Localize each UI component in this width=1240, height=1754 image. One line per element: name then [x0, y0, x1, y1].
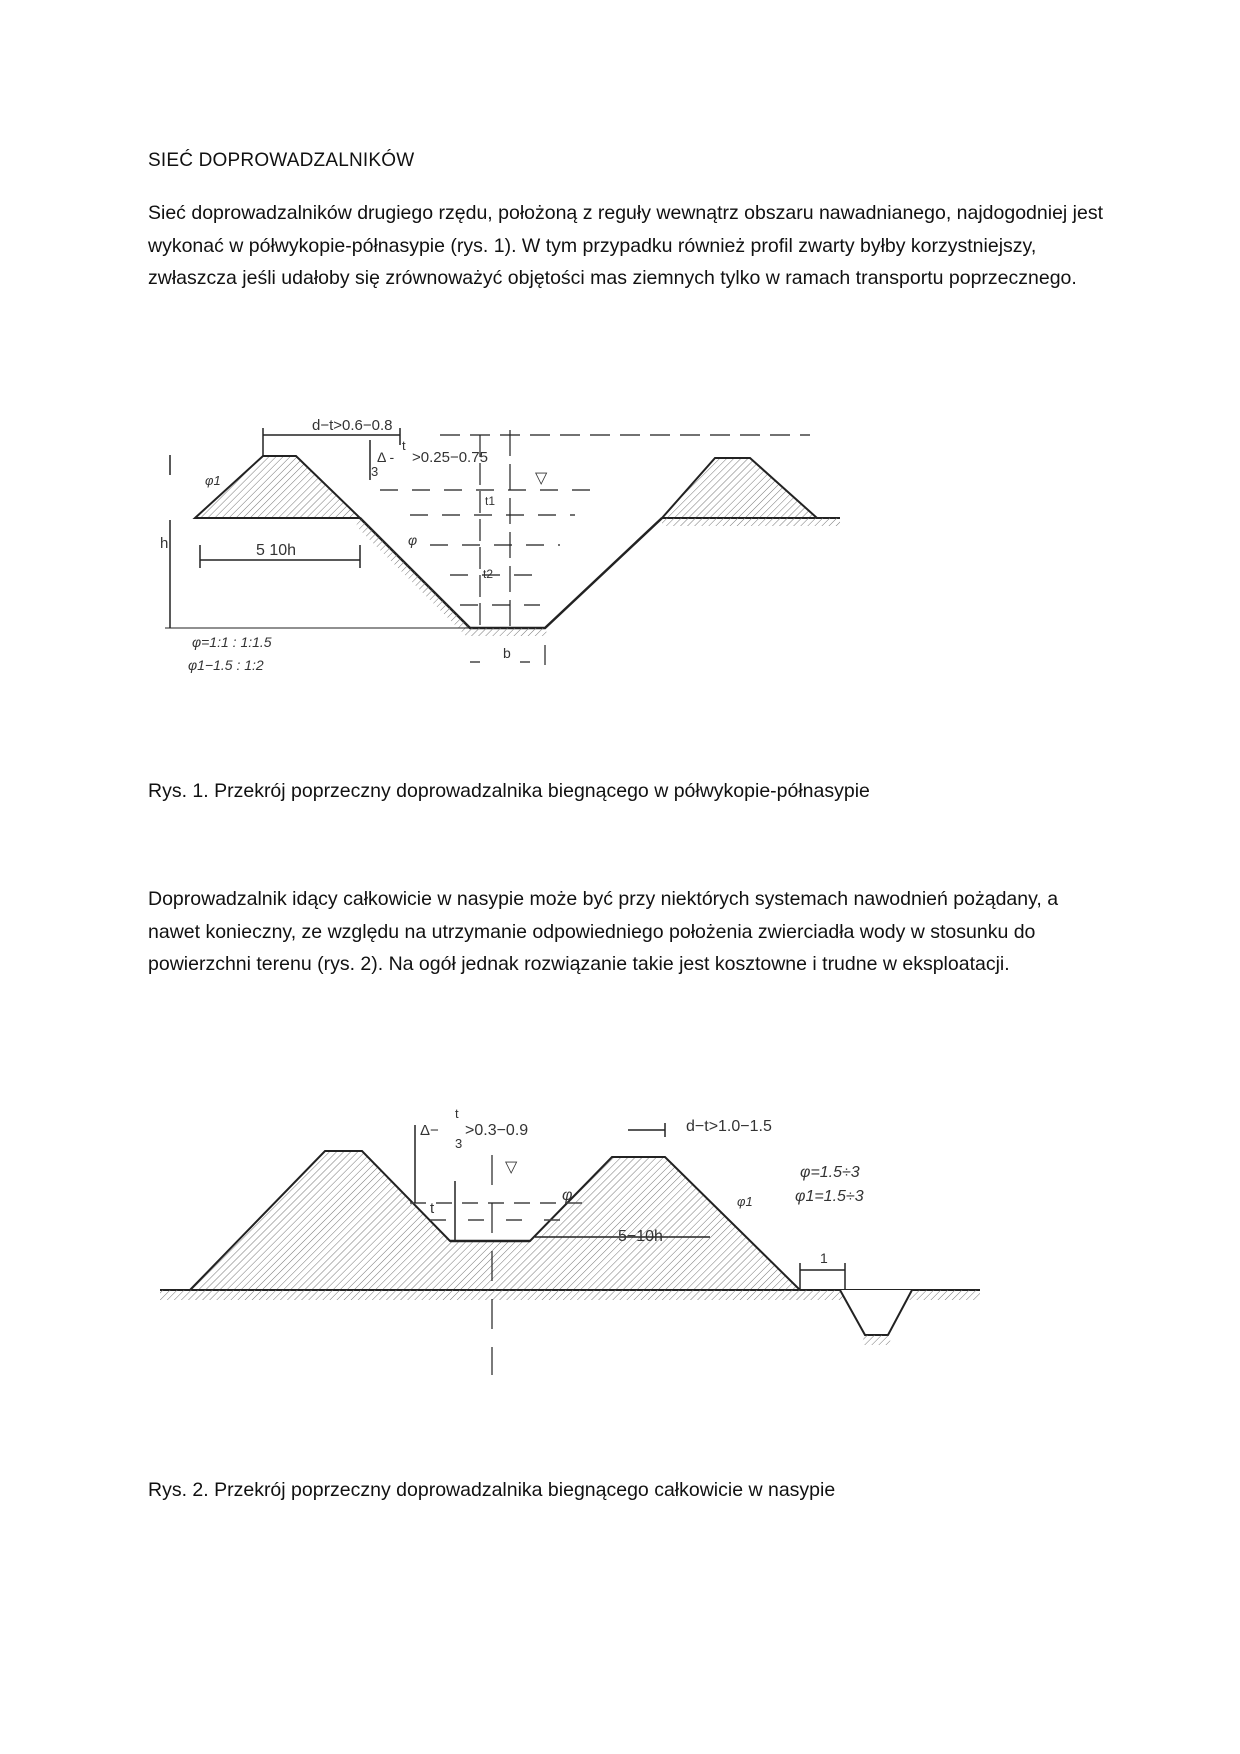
label-delta-prefix: Δ− — [420, 1122, 439, 1139]
label-one: 1 — [820, 1250, 828, 1266]
label-berm: 5 10h — [256, 542, 297, 559]
label-slope-phi: φ=1:1 : 1:1.5 — [192, 634, 272, 650]
label-phi1: φ1 — [205, 473, 221, 488]
channel-bed-hatch — [466, 628, 548, 636]
label-t: t — [430, 1200, 435, 1217]
label-delta-3: 3 — [371, 464, 379, 479]
label-phi: φ — [408, 532, 418, 548]
paragraph-2: Doprowadzalnik idący całkowicie w nasypie może być przy niektórych systemach nawodnień pożądany, a nawet konieczny, ze względu na utrzymanie odpowiedniego położenia zwierciadła wody w stosunku do powierzchni terenu (rys. 2). Na ogół jednak rozwiązanie takie jest kosztowne i trudne w eksploatacji. — [148, 888, 1059, 975]
water-level-symbol: ▽ — [505, 1159, 518, 1176]
label-t2: t2 — [483, 567, 494, 581]
figure-2-caption: Rys. 2. Przekrój poprzeczny doprowadzalnika biegnącego całkowicie w nasypie — [148, 1479, 836, 1501]
label-delta-t: t — [455, 1106, 459, 1121]
page-title: SIEĆ DOPROWADZALNIKÓW — [148, 150, 415, 171]
label-h: h — [160, 535, 169, 552]
figure-1-cross-section — [0, 400, 1240, 700]
label-b: b — [503, 645, 511, 661]
label-delta-3: 3 — [455, 1136, 463, 1151]
right-embankment — [662, 458, 817, 518]
label-delta-value: >0.25−0.75 — [412, 449, 488, 466]
figure-2-cross-section — [0, 1085, 1240, 1385]
label-slope-phi1: φ1=1.5÷3 — [795, 1188, 864, 1205]
paragraph-1: Sieć doprowadzalników drugiego rzędu, położoną z reguły wewnątrz obszaru nawadnianego, najdogodniej jest wykonać w półwykopie-półnasypie (rys. 1). W tym przypadku również profil zwarty byłby korzystniejszy, zwłaszcza jeśli udałoby się zrównoważyć objętości mas ziemnych tylko w ramach transportu poprzecznego. — [148, 202, 1104, 289]
water-level-symbol: ▽ — [535, 470, 548, 487]
drainage-ditch — [840, 1290, 912, 1335]
drainage-ditch-hatch — [861, 1335, 892, 1345]
label-delta-prefix: Δ - — [377, 449, 395, 465]
label-slope-phi1: φ1−1.5 : 1:2 — [188, 657, 264, 673]
label-delta-value: >0.3−0.9 — [465, 1122, 529, 1139]
ground-hatch-right — [662, 518, 840, 526]
label-berm: 5−10h — [618, 1228, 663, 1245]
label-phi: φ — [562, 1187, 573, 1204]
embankment-body — [190, 1151, 800, 1290]
label-crest: d−t>0.6−0.8 — [312, 417, 393, 434]
label-slope-phi: φ=1.5÷3 — [800, 1164, 860, 1181]
figure-1-caption: Rys. 1. Przekrój poprzeczny doprowadzalnika biegnącego w półwykopie-półnasypie — [148, 780, 870, 802]
label-t1: t1 — [485, 494, 496, 508]
label-crest: d−t>1.0−1.5 — [686, 1118, 772, 1135]
label-phi1: φ1 — [737, 1194, 753, 1209]
label-delta-t: t — [402, 438, 406, 453]
